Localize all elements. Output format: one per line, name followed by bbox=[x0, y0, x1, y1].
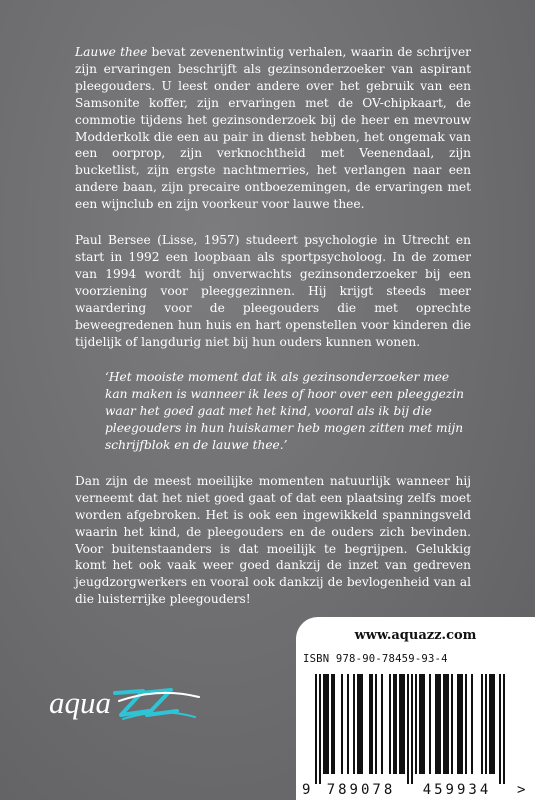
back-cover-blurb bbox=[75, 44, 471, 608]
isbn-barcode-panel bbox=[296, 617, 535, 800]
barcode-bar bbox=[471, 674, 473, 774]
barcode-bar bbox=[395, 674, 397, 774]
publisher-website: www.aquazz.com bbox=[354, 628, 477, 643]
barcode-bar bbox=[437, 674, 439, 774]
barcode-bar bbox=[399, 674, 401, 774]
barcode-bar bbox=[333, 674, 335, 774]
barcode-bar bbox=[435, 674, 437, 774]
barcode-bar bbox=[439, 674, 441, 774]
barcode-bar bbox=[451, 674, 453, 774]
book-title: Lauwe thee bbox=[75, 45, 148, 59]
barcode-bar bbox=[371, 674, 373, 774]
blurb-paragraph-3: Dan zijn de meest moeilijke momenten natuurlijk wanneer hij verneemt dat het niet goed gaat of dat een plaatsing zelfs moet worden afgebroken. Het is ook een ingewikkeld spanningsveld waarin het kind, de pleegouders en de ouders zich bevinden. Voor buitenstaanders is dat moeilijk te begrijpen. Gelukkig komt het ook vaak weer goed dankzij de inzet van gedreven jeugdzorgwerkers en vooral ook dankzij de bevlogenheid van al die luisterrijke pleegouders! bbox=[75, 473, 471, 607]
barcode-bar bbox=[407, 674, 409, 784]
barcode-bar bbox=[445, 674, 447, 774]
logo-text: aqua bbox=[49, 685, 111, 720]
barcode-bar bbox=[357, 674, 359, 774]
barcode-bar bbox=[423, 674, 425, 774]
barcode-bar bbox=[491, 674, 493, 774]
barcode-bar bbox=[459, 674, 461, 774]
barcode-bar bbox=[393, 674, 395, 774]
barcode-bar bbox=[493, 674, 495, 774]
barcode-bar bbox=[465, 674, 467, 774]
barcode-bar bbox=[381, 674, 383, 774]
barcode-bar bbox=[401, 674, 403, 774]
barcode-graphic bbox=[301, 670, 531, 798]
barcode-bar bbox=[499, 674, 501, 784]
barcode-end-marker: > bbox=[517, 782, 526, 798]
barcode-bar bbox=[481, 674, 483, 774]
blurb-paragraph-2: Paul Bersee (Lisse, 1957) studeert psychologie in Utrecht en start in 1992 een loopbaan als sportpsycholoog. In de zomer van 1994 wordt hij onverwachts gezinsonderzoeker bij een voorziening voor pleeggezinnen. Hij krijgt steeds meer waardering voor de pleegouders die met oprechte beweegredenen hun huis en hart openstellen voor kinderen die tijdelijk of langdurig niet bij hun ouders kunnen wonen. bbox=[75, 233, 471, 349]
barcode-bar bbox=[415, 674, 417, 774]
barcode-bar bbox=[347, 674, 349, 774]
author-quote: ‘Het mooiste moment dat ik als gezinsonderzoeker mee kan maken is wanneer ik lees of hoor over een pleeggezin waar het goed gaat met het kind, vooral als ik bij die pleegouders in hun huiskamer heb mogen zitten met mijn schrijfblok en de lauwe thee.’ bbox=[105, 370, 465, 453]
barcode-bar bbox=[319, 674, 321, 784]
barcode-bar bbox=[419, 674, 421, 774]
barcode-first-digit: 9 bbox=[302, 782, 311, 798]
barcode-bar bbox=[389, 674, 391, 774]
barcode-bar bbox=[411, 674, 413, 784]
barcode-left-digits: 789078 bbox=[326, 782, 396, 798]
barcode-bar bbox=[403, 674, 405, 774]
barcode-bar bbox=[325, 674, 327, 774]
barcode-bar bbox=[341, 674, 343, 774]
barcode-bar bbox=[457, 674, 459, 774]
aquazz-logo bbox=[49, 681, 219, 729]
barcode-bar bbox=[447, 674, 449, 774]
barcode-bar bbox=[353, 674, 355, 774]
barcode-bar bbox=[421, 674, 423, 774]
barcode-bar bbox=[489, 674, 491, 774]
barcode-bars bbox=[315, 674, 505, 784]
barcode-bar bbox=[323, 674, 325, 774]
barcode-bar bbox=[315, 674, 317, 784]
barcode-bar bbox=[461, 674, 463, 774]
barcode-bar bbox=[331, 674, 333, 774]
barcode-bar bbox=[375, 674, 377, 774]
blurb-paragraph-1-text: bevat zevenentwintig verhalen, waarin de schrijver zijn ervaringen beschrijft als gezinsonderzoeker van aspirant pleegouders. U leest onder andere over het gebruik van een Samsonite koffer, zijn ervaringen met de OV-chipkaart, de commotie tijdens het gezinsonderzoek bij de heer en mevrouw Modderkolk die een au pair in dienst hebben, het ongemak van een oorprop, zijn verknochtheid met Veenendaal, zijn bucketlist, zijn ergste nachtmerries, het verlangen naar een andere baan, zijn precaire ontboezemingen, de ervaringen met een wijnclub en zijn voorkeur voor lauwe thee. bbox=[75, 45, 472, 212]
barcode-bar bbox=[327, 674, 329, 774]
barcode-right-digits: 459934 bbox=[422, 782, 492, 798]
barcode-bar bbox=[359, 674, 361, 774]
barcode-bar bbox=[485, 674, 487, 774]
blurb-paragraph-1 bbox=[75, 44, 471, 213]
zz-swoosh-icon bbox=[115, 690, 199, 719]
barcode-bar bbox=[361, 674, 363, 774]
barcode-bar bbox=[369, 674, 371, 774]
barcode-bar bbox=[429, 674, 431, 774]
isbn-number: ISBN 978-90-78459-93-4 bbox=[303, 653, 448, 665]
barcode-bar bbox=[503, 674, 505, 784]
barcode-bar bbox=[443, 674, 445, 774]
